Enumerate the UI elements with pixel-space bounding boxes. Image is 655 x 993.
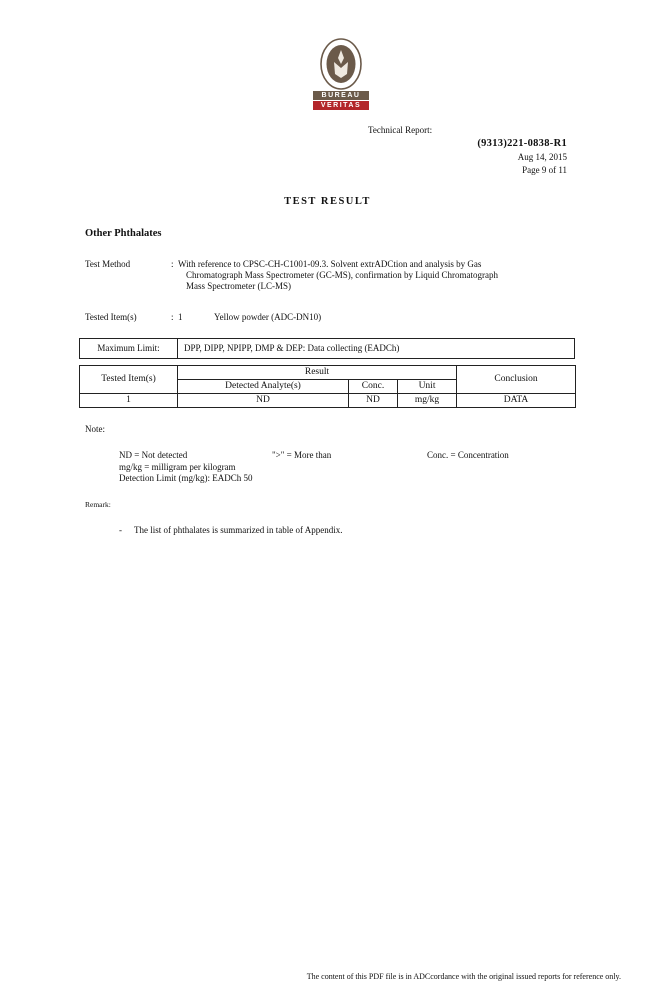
note-more-than: ">" = More than — [272, 450, 332, 460]
bureau-veritas-logo — [313, 38, 369, 112]
test-method-line: Mass Spectrometer (LC-MS) — [186, 281, 291, 291]
footer-disclaimer: The content of this PDF file is in ADCcordance with the original issued reports for reference only. — [306, 972, 621, 981]
test-method-colon: : — [171, 259, 174, 269]
remark-label: Remark: — [85, 500, 111, 509]
cell-conc: ND — [349, 394, 398, 408]
maximum-limit-label: Maximum Limit: — [80, 339, 178, 358]
cell-conclusion: DATA — [457, 394, 576, 408]
cell-unit: mg/kg — [398, 394, 457, 408]
header-detected-analytes: Detected Analyte(s) — [178, 380, 349, 394]
document-title: TEST RESULT — [284, 196, 371, 207]
tested-item-number: 1 — [178, 312, 183, 322]
test-method-text — [178, 259, 538, 292]
header-tested-items: Tested Item(s) — [80, 366, 178, 394]
header-conc: Conc. — [349, 380, 398, 394]
tested-items-label: Tested Item(s) — [85, 312, 137, 322]
maximum-limit-value: DPP, DIPP, NPIPP, DMP & DEP: Data collecting (EADCh) — [184, 343, 400, 353]
page-indicator: Page 9 of 11 — [522, 165, 567, 175]
note-nd: ND = Not detected — [119, 450, 188, 460]
table-row — [80, 394, 576, 408]
test-method-label: Test Method — [85, 259, 131, 269]
logo-band-bottom: VERITAS — [313, 101, 369, 110]
header-conclusion: Conclusion — [457, 366, 576, 394]
report-date: Aug 14, 2015 — [517, 152, 567, 162]
tested-items-colon: : — [171, 312, 174, 322]
report-number: (9313)221-0838-R1 — [477, 138, 567, 149]
note-label: Note: — [85, 424, 105, 434]
cell-item: 1 — [80, 394, 178, 408]
test-method-line: Chromatograph Mass Spectrometer (GC-MS), confirmation by Liquid Chromatograph — [186, 270, 498, 280]
header-unit: Unit — [398, 380, 457, 394]
logo-band-top: BUREAU — [313, 91, 369, 100]
report-label: Technical Report: — [368, 125, 433, 135]
result-table — [79, 365, 576, 408]
bureau-veritas-seal-icon — [320, 38, 362, 90]
remark-text: The list of phthalates is summarized in table of Appendix. — [134, 525, 343, 535]
maximum-limit-box — [79, 338, 575, 359]
note-detection-limit: Detection Limit (mg/kg): EADCh 50 — [119, 473, 253, 483]
cell-analyte: ND — [178, 394, 349, 408]
note-unit: mg/kg = milligram per kilogram — [119, 462, 236, 472]
header-result: Result — [178, 366, 457, 380]
remark-bullet: - — [119, 525, 122, 535]
tested-item-description: Yellow powder (ADC-DN10) — [214, 312, 322, 322]
test-method-line: With reference to CPSC-CH-C1001-09.3. Solvent extrADCtion and analysis by Gas — [178, 259, 482, 269]
note-concentration: Conc. = Concentration — [427, 450, 509, 460]
section-title: Other Phthalates — [85, 228, 162, 239]
